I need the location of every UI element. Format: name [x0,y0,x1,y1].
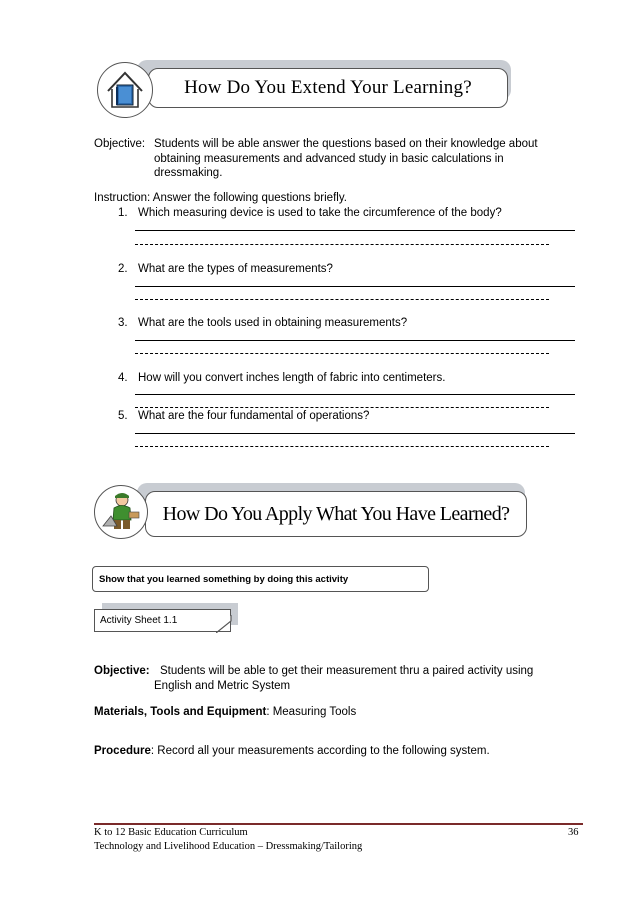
question-number: 2. [118,263,128,275]
answer-line[interactable] [135,230,575,231]
question-number: 1. [118,207,128,219]
folded-corner-icon [216,615,232,633]
objective-label: Objective: [94,138,146,150]
materials-label: Materials, Tools and Equipment [94,706,267,718]
answer-line[interactable] [135,433,575,434]
answer-line[interactable] [135,244,549,245]
question-text: What are the four fundamental of operations? [138,410,370,422]
instruction: Instruction: Answer the following questions briefly. [94,192,347,204]
question-text: What are the tools used in obtaining measurements? [138,317,408,329]
question-number: 5. [118,410,128,422]
person-working-icon [94,485,148,539]
header-box [145,491,527,537]
procedure-value: : Record all your measurements according to the following system. [150,745,490,757]
objective-line-1: Students will be able to get their measurement thru a paired activity using [160,665,534,677]
procedure-label: Procedure [94,745,151,757]
question-number: 3. [118,317,128,329]
answer-line[interactable] [135,394,575,395]
procedure-line [94,744,490,758]
question-text: What are the types of measurements? [138,263,333,275]
section-title: How Do You Extend Your Learning? [184,77,472,98]
footer-curriculum: K to 12 Basic Education Curriculum [94,827,248,838]
footer-rule [94,823,583,825]
answer-line[interactable] [135,446,549,447]
materials-value: : Measuring Tools [266,706,357,718]
objective-label: Objective: [94,665,150,677]
section-title: How Do You Apply What You Have Learned? [162,502,510,525]
answer-line[interactable] [135,299,549,300]
objective-line-2: obtaining measurements and advanced study in basic calculations in [154,153,504,165]
materials-line [94,705,356,719]
objective-line-1: Students will be able answer the questions based on their knowledge about [154,138,538,150]
objective-line-3: dressmaking. [154,167,223,179]
activity-label: Activity Sheet 1.1 [94,609,231,632]
header-box [148,68,508,108]
answer-line[interactable] [135,340,575,341]
objective-line-2: English and Metric System [154,680,291,692]
activity-banner: Show that you learned something by doing this activity [92,566,429,592]
answer-line[interactable] [135,353,549,354]
page-number: 36 [568,827,579,838]
answer-line[interactable] [135,407,549,408]
answer-line[interactable] [135,286,575,287]
question-text: Which measuring device is used to take the circumference of the body? [138,207,502,219]
question-number: 4. [118,372,128,384]
house-book-icon [97,62,153,118]
footer-subject: Technology and Livelihood Education – Dressmaking/Tailoring [94,841,363,852]
question-text: How will you convert inches length of fabric into centimeters. [138,372,446,384]
